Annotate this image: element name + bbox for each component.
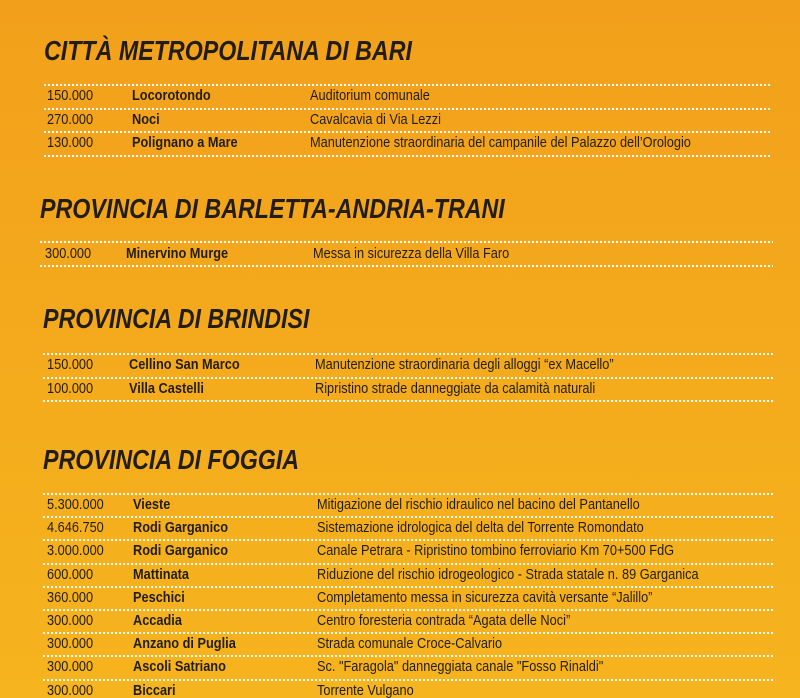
section-title-foggia: PROVINCIA DI FOGGIA xyxy=(43,444,300,475)
funding-row xyxy=(43,610,773,633)
project-description: Auditorium comunale xyxy=(310,88,430,104)
funding-table-bari xyxy=(44,85,772,156)
municipality: Polignano a Mare xyxy=(132,135,238,151)
amount: 130.000 xyxy=(47,135,94,151)
municipality: Rodi Garganico xyxy=(133,543,229,560)
project-description: Manutenzione straordinaria degli alloggi “ex Macello” xyxy=(315,357,614,373)
amount: 360.000 xyxy=(47,589,94,606)
funding-row xyxy=(43,564,773,587)
amount: 270.000 xyxy=(47,111,94,128)
project-description: Messa in sicurezza della Villa Faro xyxy=(313,246,510,262)
funding-row xyxy=(43,540,773,563)
funding-row xyxy=(44,109,772,133)
project-description: Strada comunale Croce-Calvario xyxy=(317,636,503,653)
amount: 3.000.000 xyxy=(47,543,104,560)
amount: 600.000 xyxy=(47,566,94,583)
project-description: Sc. "Faragola" danneggiata canale "Fosso Rinaldi" xyxy=(317,659,604,676)
project-description: Canale Petrara - Ripristino tombino ferroviario Km 70+500 FdG xyxy=(317,543,675,560)
municipality: Locorotondo xyxy=(132,88,211,104)
funding-row xyxy=(43,633,773,656)
municipality: Anzano di Puglia xyxy=(133,636,236,653)
municipality: Biccari xyxy=(133,682,176,698)
municipality: Cellino San Marco xyxy=(129,357,240,373)
amount: 300.000 xyxy=(47,612,94,629)
municipality: Ascoli Satriano xyxy=(133,659,226,676)
project-description: Sistemazione idrologica del delta del Torrente Romondato xyxy=(317,520,644,537)
funding-table-foggia xyxy=(43,494,773,698)
funding-row xyxy=(43,656,773,679)
funding-row xyxy=(44,132,772,156)
amount: 150.000 xyxy=(47,88,94,104)
amount: 300.000 xyxy=(47,659,94,676)
municipality: Mattinata xyxy=(133,566,190,583)
amount: 300.000 xyxy=(47,682,94,698)
funding-table-bat xyxy=(40,242,773,266)
section-title-bari: CITTÀ METROPOLITANA DI BARI xyxy=(44,35,412,66)
project-description: Ripristino strade danneggiate da calamità naturali xyxy=(315,380,596,397)
amount: 100.000 xyxy=(47,380,94,397)
amount: 300.000 xyxy=(45,246,92,262)
section-title-brindisi: PROVINCIA DI BRINDISI xyxy=(43,303,310,334)
municipality: Villa Castelli xyxy=(129,380,204,397)
funding-row xyxy=(43,680,773,698)
amount: 5.300.000 xyxy=(47,497,104,513)
funding-table-brindisi xyxy=(43,354,773,401)
funding-row xyxy=(43,587,773,610)
municipality: Vieste xyxy=(133,497,171,513)
project-description: Centro foresteria contrada “Agata delle Noci” xyxy=(317,612,571,629)
project-description: Riduzione del rischio idrogeologico - Strada statale n. 89 Garganica xyxy=(317,566,699,583)
funding-row xyxy=(43,378,773,402)
project-description: Mitigazione del rischio idraulico nel bacino del Pantanello xyxy=(317,497,640,513)
project-description: Completamento messa in sicurezza cavità versante “Jalillo” xyxy=(317,589,653,606)
municipality: Peschici xyxy=(133,589,185,606)
municipality: Minervino Murge xyxy=(126,246,229,262)
funding-row xyxy=(44,85,772,109)
municipality: Rodi Garganico xyxy=(133,520,229,537)
funding-row xyxy=(43,494,773,517)
amount: 300.000 xyxy=(47,636,94,653)
municipality: Accadia xyxy=(133,612,182,629)
funding-row xyxy=(43,517,773,540)
funding-row xyxy=(43,354,773,378)
section-title-bat: PROVINCIA DI BARLETTA-ANDRIA-TRANI xyxy=(40,193,505,224)
project-description: Cavalcavia di Via Lezzi xyxy=(310,111,441,128)
amount: 150.000 xyxy=(47,357,94,373)
project-description: Torrente Vulgano xyxy=(317,682,414,698)
funding-row xyxy=(40,242,773,266)
amount: 4.646.750 xyxy=(47,520,104,537)
project-description: Manutenzione straordinaria del campanile del Palazzo dell’Orologio xyxy=(310,135,691,151)
municipality: Noci xyxy=(132,111,160,128)
